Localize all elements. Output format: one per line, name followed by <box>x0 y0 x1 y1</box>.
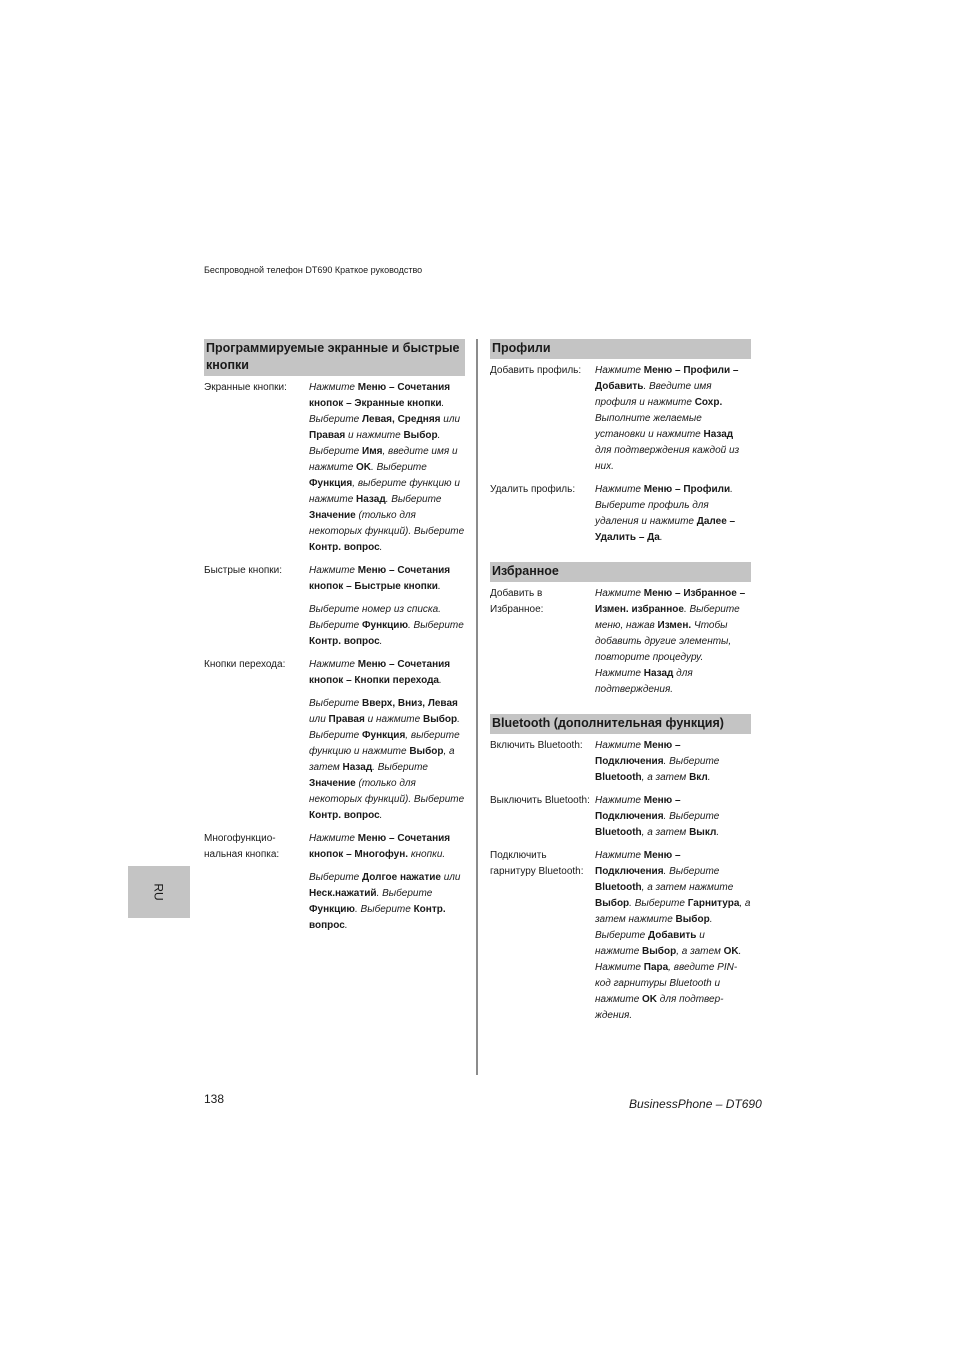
text-segment: . <box>437 430 441 441</box>
text-segment: Значение <box>309 510 356 521</box>
instruction-row <box>204 380 465 556</box>
text-segment: Выполните желаемые установки и нажмите <box>595 413 704 440</box>
text-segment: Функция <box>309 478 353 489</box>
text-segment: . <box>379 542 383 553</box>
text-segment: Назад <box>703 429 734 440</box>
row-term: Выключить Bluetooth: <box>490 795 590 806</box>
text-segment: Нажмите <box>595 962 644 973</box>
text-segment: , а затем <box>641 772 690 783</box>
text-segment: Контр. вопрос <box>309 636 380 647</box>
text-segment: Контр. вопрос <box>309 542 380 553</box>
text-segment: Долгое нажатие <box>362 872 441 883</box>
row-term: Быстрые кнопки: <box>204 565 283 576</box>
text-segment: Пара <box>643 962 669 973</box>
row-term: Кнопки перехода: <box>204 659 286 670</box>
text-segment: Меню – Сочетания кнопок – Экранные кнопки <box>309 382 451 409</box>
text-segment: , а затем <box>641 827 690 838</box>
text-segment: Выкл <box>689 827 717 838</box>
text-segment: Контр. вопрос <box>309 810 380 821</box>
text-segment: Меню – Сочетания кнопок – Кнопки перехода <box>309 659 451 686</box>
text-segment: Функцию <box>309 904 355 915</box>
text-segment: . <box>371 462 374 473</box>
text-segment: . Выберите <box>663 866 720 877</box>
row-description <box>309 657 465 824</box>
text-segment: Меню – Сочетания кнопок – Быстрые кнопки <box>309 565 451 592</box>
row-term: Включить Bluetooth: <box>490 740 583 751</box>
text-segment: . <box>408 620 411 631</box>
description-paragraph <box>309 831 465 863</box>
footer-product: BusinessPhone – DT690 <box>629 1097 762 1111</box>
text-segment: . <box>457 714 460 725</box>
text-segment: Левая, Средняя <box>362 414 441 425</box>
text-segment: , а затем нажмите <box>595 898 751 925</box>
row-description <box>595 482 751 546</box>
text-segment: , а затем <box>676 946 724 957</box>
instruction-row <box>490 586 751 698</box>
text-segment: Сохр. <box>694 397 723 408</box>
text-segment: или <box>440 414 461 425</box>
text-segment: OK <box>723 946 739 957</box>
section <box>490 714 751 1024</box>
text-segment: Измен. <box>657 620 692 631</box>
text-segment: Выбор <box>422 714 458 725</box>
description-paragraph <box>595 738 751 786</box>
text-segment: Правая <box>328 714 365 725</box>
page-number: 138 <box>204 1092 225 1106</box>
text-segment: , а затем нажмите <box>641 882 734 893</box>
text-segment: , введите PIN-код гарнитуры Bluetooth и нажмите <box>595 962 738 1005</box>
text-segment: Выберите <box>309 620 363 631</box>
text-segment: . <box>376 888 380 899</box>
text-segment: Гарнитура <box>687 898 740 909</box>
text-segment: . <box>344 920 348 931</box>
row-description <box>309 831 465 934</box>
description-paragraph <box>595 363 751 475</box>
text-segment: . <box>659 532 663 543</box>
text-segment: или <box>309 714 329 725</box>
text-segment: Нажмите <box>595 484 644 495</box>
text-segment: Нажмите <box>309 565 358 576</box>
description-paragraph <box>309 602 465 650</box>
text-segment: . <box>707 772 711 783</box>
row-description <box>309 380 465 556</box>
text-segment: Меню – Подключения <box>595 850 681 877</box>
text-segment: . <box>738 946 742 957</box>
text-segment: Назад <box>342 762 373 773</box>
text-segment: , выберите функцию и нажмите <box>309 478 460 505</box>
text-segment: Нажмите <box>309 382 358 393</box>
text-segment: Выберите <box>309 698 363 709</box>
text-segment: Выберите <box>357 904 414 915</box>
text-segment: Далее – Удалить – Да <box>595 516 736 543</box>
text-segment: . Выберите профиль для удаления и нажмите <box>595 484 733 527</box>
text-segment: Выберите <box>373 462 427 473</box>
row-description <box>595 793 751 841</box>
text-segment: . <box>372 762 375 773</box>
instruction-row <box>204 657 465 824</box>
text-segment: . <box>439 675 442 686</box>
text-segment: . <box>385 494 389 505</box>
text-segment: Назад <box>356 494 386 505</box>
row-description <box>595 848 751 1024</box>
text-segment: Назад <box>643 668 674 679</box>
instruction-row <box>490 363 751 475</box>
row-description <box>309 563 465 650</box>
text-segment: Выберите <box>411 794 465 805</box>
text-segment: . <box>441 398 445 409</box>
text-segment: для подтверждения каждой из них. <box>595 445 740 472</box>
description-paragraph <box>309 657 465 689</box>
description-paragraph <box>309 563 465 595</box>
left-column <box>204 339 465 950</box>
language-tab-label: RU <box>152 883 166 901</box>
text-segment: Выбор <box>595 898 630 909</box>
row-term: Экранные кнопки: <box>204 382 287 393</box>
instruction-row <box>490 738 751 786</box>
text-segment: Нажмите <box>309 833 358 844</box>
text-segment: Нажмите <box>309 659 358 670</box>
section-heading: Избранное <box>490 562 751 582</box>
text-segment: OK <box>642 994 658 1005</box>
description-paragraph <box>309 870 465 934</box>
text-segment: Функцию <box>362 620 408 631</box>
text-segment: Меню – Подключения <box>595 740 681 767</box>
row-description <box>595 363 751 475</box>
text-segment: Вверх, Вниз, Левая <box>362 698 458 709</box>
right-column <box>490 339 751 1040</box>
text-segment: Выберите <box>379 888 433 899</box>
description-paragraph <box>309 380 465 556</box>
text-segment: Выберите <box>595 930 649 941</box>
instruction-row <box>204 563 465 650</box>
column-divider <box>476 339 478 1075</box>
row-description <box>595 738 751 786</box>
instruction-row <box>490 482 751 546</box>
row-term: Добавить профиль: <box>490 365 582 376</box>
text-segment: для подтверждения. <box>595 668 693 695</box>
text-segment: Выберите <box>411 526 465 537</box>
text-segment: для подтвер-ждения. <box>595 994 724 1021</box>
text-segment: . <box>437 581 441 592</box>
text-segment: Выберите <box>374 762 428 773</box>
text-segment: . Выберите меню, нажав <box>595 604 740 631</box>
text-segment: Нажмите <box>595 588 644 599</box>
text-segment: и нажмите <box>595 930 705 957</box>
text-segment: Выбор <box>642 946 677 957</box>
text-segment: , а затем <box>309 746 455 773</box>
text-segment: . <box>709 914 713 925</box>
row-term: Удалить профиль: <box>490 484 576 495</box>
section-heading: Bluetooth (дополнительная функция) <box>490 714 751 734</box>
text-segment: . <box>379 636 383 647</box>
text-segment: Выбор <box>409 746 444 757</box>
instruction-row <box>204 831 465 934</box>
text-segment: . <box>379 810 383 821</box>
text-segment: Bluetooth <box>595 827 642 838</box>
description-paragraph <box>595 848 751 1024</box>
text-segment: Меню – Профили <box>643 484 731 495</box>
text-segment: Меню – Профили – Добавить <box>595 365 739 392</box>
section <box>204 339 465 934</box>
text-segment: . Выберите <box>629 898 688 909</box>
text-segment: Неск.нажатий <box>309 888 377 899</box>
text-segment: Нажмите <box>595 795 644 806</box>
text-segment: Меню – Избранное – Измен. избранное <box>595 588 746 615</box>
text-segment: (только для некоторых функций). <box>309 510 416 537</box>
section-heading: Программируемые экранные и быстрые кнопки <box>204 339 465 376</box>
text-segment: Выберите <box>309 446 363 457</box>
text-segment: Выберите <box>410 620 464 631</box>
text-segment: Выбор <box>675 914 710 925</box>
instruction-row <box>490 848 751 1024</box>
description-paragraph <box>309 696 465 824</box>
language-tab <box>128 866 190 918</box>
instruction-row <box>490 793 751 841</box>
text-segment: . Введите имя профиля и нажмите <box>595 381 712 408</box>
description-paragraph <box>595 482 751 546</box>
description-paragraph <box>595 586 751 698</box>
running-header: Беспроводной телефон DT690 Краткое руководство <box>204 265 423 275</box>
text-segment: Меню – Сочетания кнопок – Многофун. <box>309 833 451 860</box>
text-segment: Имя <box>362 446 383 457</box>
text-segment: Контр. вопрос <box>309 904 446 931</box>
description-paragraph <box>595 793 751 841</box>
text-segment: . <box>354 904 358 915</box>
text-segment: Правая <box>309 430 346 441</box>
text-segment: . Выберите <box>663 811 720 822</box>
text-segment: Выберите номер из списка. <box>309 604 441 615</box>
text-segment: и нажмите <box>364 714 423 725</box>
row-description <box>595 586 751 698</box>
text-segment: Нажмите <box>595 365 644 376</box>
text-segment: . <box>716 827 720 838</box>
text-segment: Меню – Подключения <box>595 795 681 822</box>
row-term: Многофункцио-нальная кнопка: <box>204 833 280 860</box>
text-segment: Чтобы добавить другие элементы, повторите процедуру. Нажмите <box>595 620 732 679</box>
text-segment: Bluetooth <box>595 772 642 783</box>
section <box>490 562 751 698</box>
text-segment: или <box>440 872 461 883</box>
text-segment: Добавить <box>648 930 697 941</box>
text-segment: Выберите <box>309 872 363 883</box>
row-term: Добавить в Избранное: <box>490 588 544 615</box>
text-segment: Нажмите <box>595 740 644 751</box>
text-segment: OK <box>356 462 372 473</box>
text-segment: Выберите <box>309 730 363 741</box>
text-segment: . Выберите <box>663 756 720 767</box>
text-segment: Функция <box>362 730 406 741</box>
row-term: Подключить гарнитуру Bluetooth: <box>490 850 584 877</box>
section <box>490 339 751 546</box>
text-segment: , выберите функцию и нажмите <box>309 730 460 757</box>
text-segment: Вкл <box>689 772 708 783</box>
text-segment: Выбор <box>403 430 438 441</box>
text-segment: Нажмите <box>595 850 644 861</box>
text-segment: Выберите <box>309 414 363 425</box>
text-segment: (только для некоторых функций). <box>309 778 416 805</box>
section-heading: Профили <box>490 339 751 359</box>
text-segment: Значение <box>309 778 356 789</box>
text-segment: кнопки. <box>408 849 446 860</box>
text-segment: и нажмите <box>345 430 404 441</box>
text-segment: Выберите <box>388 494 442 505</box>
text-segment: Bluetooth <box>595 882 642 893</box>
text-segment: , введите имя и нажмите <box>309 446 458 473</box>
